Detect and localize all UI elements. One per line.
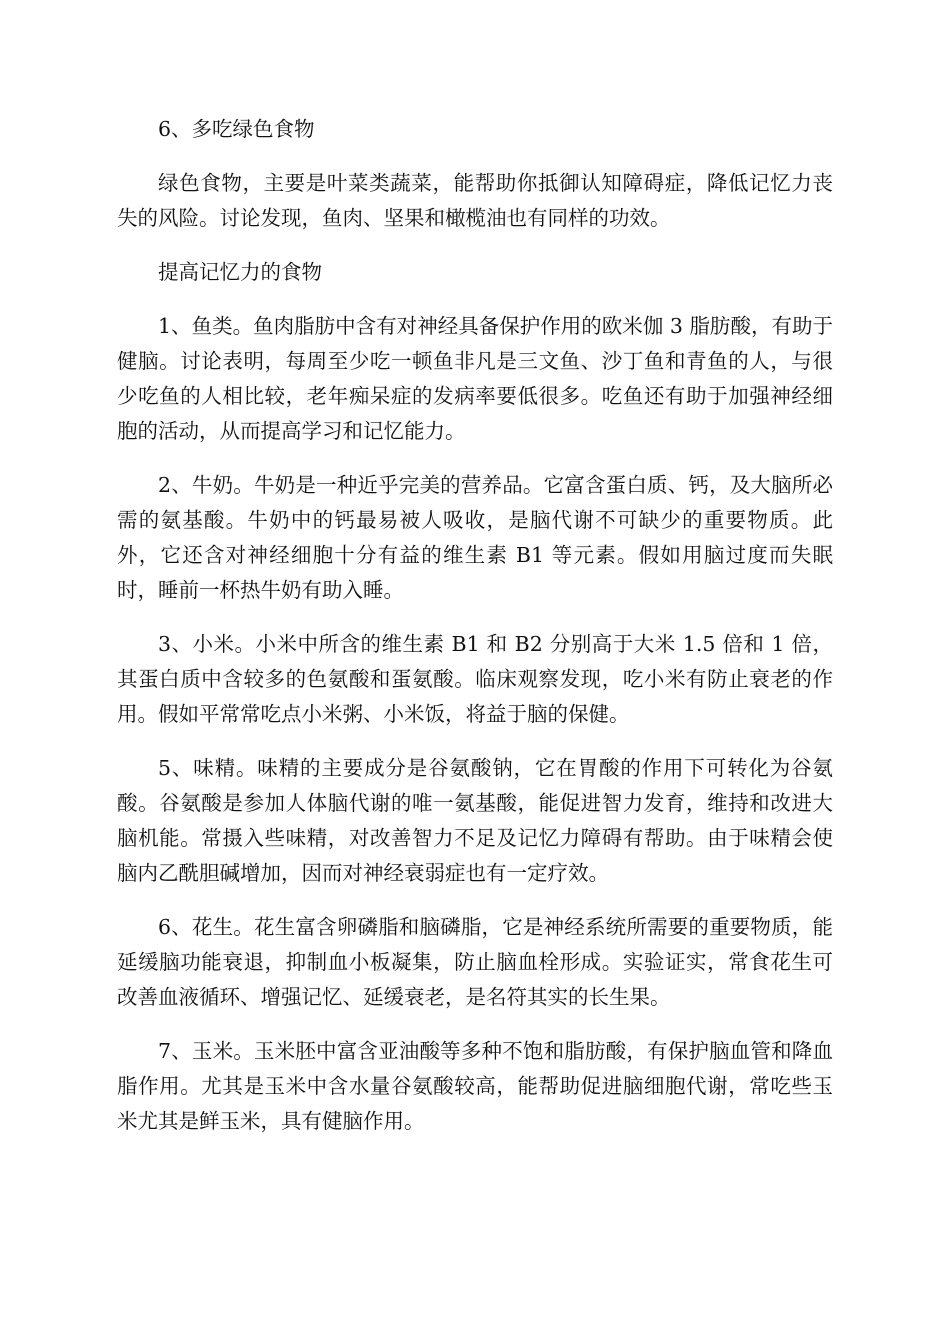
- paragraph-corn: 7、玉米。玉米胚中富含亚油酸等多种不饱和脂肪酸，有保护脑血管和降血脂作用。尤其是玉米中含水量谷氨酸较高，能帮助促进脑细胞代谢，常吃些玉米尤其是鲜玉米，具有健脑作用。: [117, 1039, 833, 1133]
- section-heading-green-food: 6、多吃绿色食物: [158, 117, 315, 141]
- paragraph-fish: 1、鱼类。鱼肉脂肪中含有对神经具备保护作用的欧米伽 3 脂肪酸，有助于健脑。讨论表明，每周至少吃一顿鱼非凡是三文鱼、沙丁鱼和青鱼的人，与很少吃鱼的人相比较，老年痴呆症的发病率要低很多。吃鱼还有助于加强神经细胞的活动，从而提高学习和记忆能力。: [117, 314, 833, 443]
- paragraph-milk: 2、牛奶。牛奶是一种近乎完美的营养品。它富含蛋白质、钙，及大脑所必需的氨基酸。牛奶中的钙最易被人吸收，是脑代谢不可缺少的重要物质。此外，它还含对神经细胞十分有益的维生素 B1 等元素。假如用脑过度而失眠时，睡前一杯热牛奶有助入睡。: [117, 473, 833, 602]
- paragraph-millet: 3、小米。小米中所含的维生素 B1 和 B2 分别高于大米 1.5 倍和 1 倍，其蛋白质中含较多的色氨酸和蛋氨酸。临床观察发现，吃小米有防止衰老的作用。假如平常常吃点小米粥、小米饭，将益于脑的保健。: [117, 632, 833, 726]
- paragraph-peanut: 6、花生。花生富含卵磷脂和脑磷脂，它是神经系统所需要的重要物质，能延缓脑功能衰退，抑制血小板凝集，防止脑血栓形成。实验证实，常食花生可改善血液循环、增强记忆、延缓衰老，是名符其实的长生果。: [117, 915, 833, 1009]
- paragraph-green-food: 绿色食物，主要是叶菜类蔬菜，能帮助你抵御认知障碍症，降低记忆力丧失的风险。讨论发现，鱼肉、坚果和橄榄油也有同样的功效。: [117, 171, 833, 230]
- section-heading-memory-foods: 提高记忆力的食物: [158, 260, 322, 284]
- document-page: [117, 112, 833, 1158]
- paragraph-msg: 5、味精。味精的主要成分是谷氨酸钠，它在胃酸的作用下可转化为谷氨酸。谷氨酸是参加人体脑代谢的唯一氨基酸，能促进智力发育，维持和改进大脑机能。常摄入些味精，对改善智力不足及记忆力障碍有帮助。由于味精会使脑内乙酰胆碱增加，因而对神经衰弱症也有一定疗效。: [117, 756, 833, 885]
